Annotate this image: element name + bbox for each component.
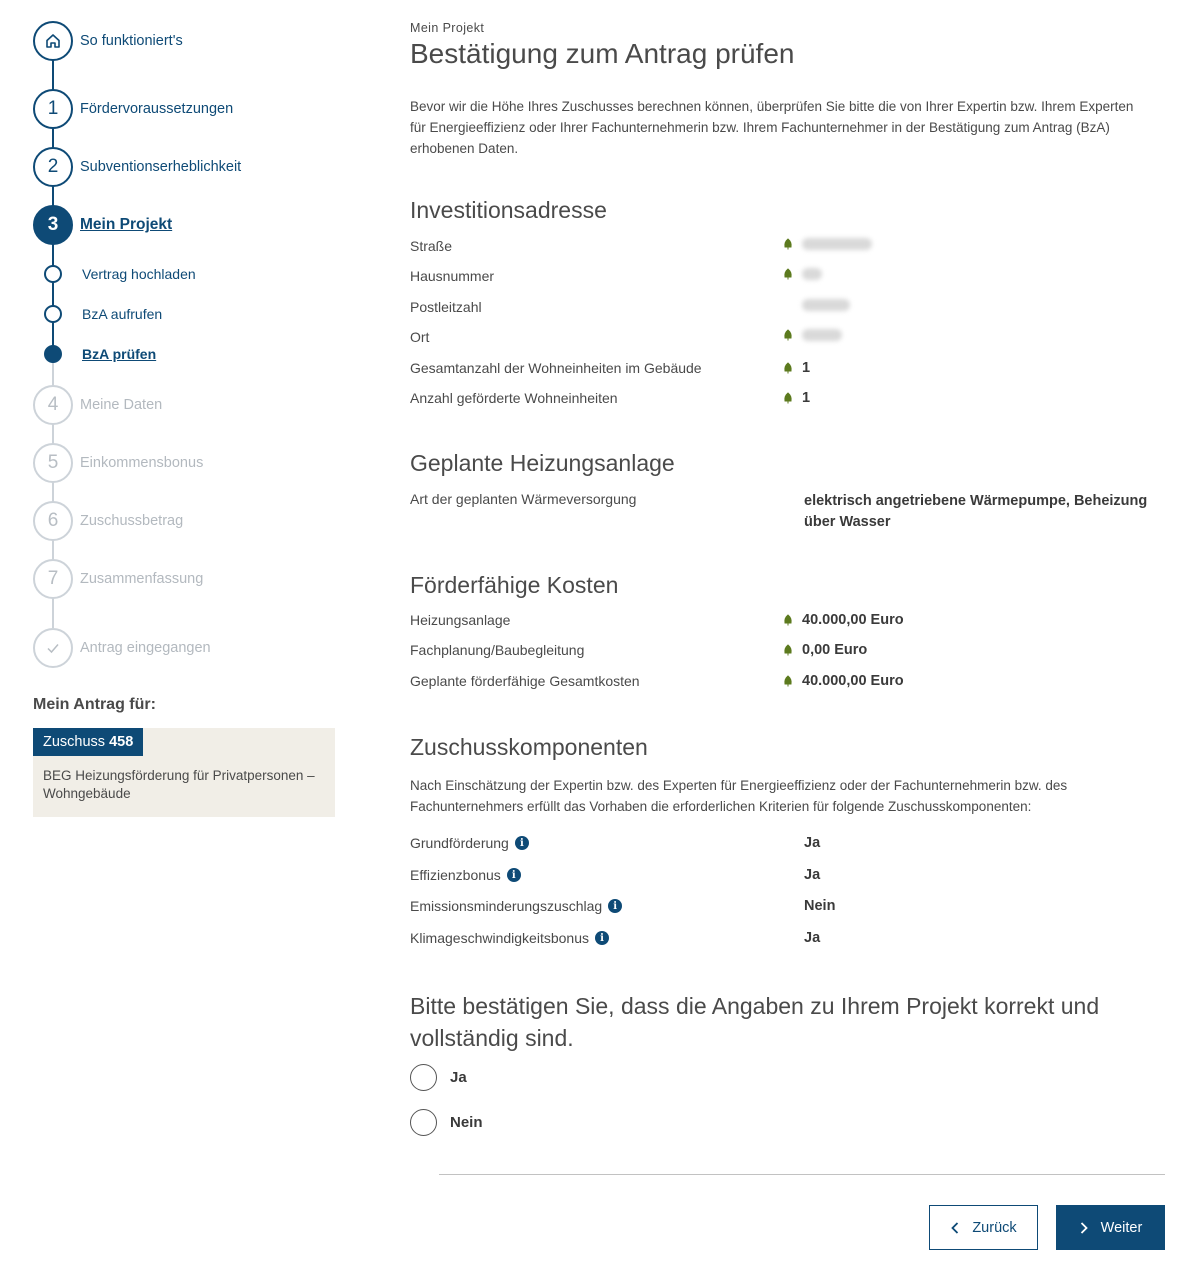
substep-dot — [44, 265, 62, 283]
substep-label: BzA aufrufen — [82, 306, 163, 322]
section-title-heating: Geplante Heizungsanlage — [410, 450, 675, 476]
address-row-units-total — [410, 360, 1170, 382]
antrag-badge-number: 458 — [109, 734, 134, 750]
info-icon[interactable]: i — [595, 931, 609, 945]
row-label — [410, 930, 609, 946]
address-row-housenumber — [410, 268, 1170, 290]
page-overline: Mein Projekt — [410, 21, 485, 35]
redacted-value — [802, 238, 872, 250]
row-label: Gesamtanzahl der Wohneinheiten im Gebäude — [410, 360, 702, 376]
next-button[interactable] — [1056, 1205, 1165, 1250]
component-row-effizienzbonus — [410, 867, 1170, 889]
confirm-question: Bitte bestätigen Sie, dass die Angaben zu Ihrem Projekt korrekt und vollständig sind. — [410, 993, 1100, 1051]
progress-line — [52, 244, 54, 354]
step-label: Subventionserheblichkeit — [80, 159, 242, 175]
radio-button[interactable] — [410, 1109, 437, 1136]
radio-option-yes[interactable] — [410, 1064, 467, 1091]
home-icon — [33, 21, 73, 61]
step-label: Mein Projekt — [80, 216, 173, 233]
heating-row — [410, 491, 1170, 535]
step-einkommensbonus — [33, 443, 203, 483]
row-label: Hausnummer — [410, 268, 495, 284]
divider — [439, 1174, 1165, 1175]
substep-label: Vertrag hochladen — [82, 266, 196, 282]
components-intro: Nach Einschätzung der Expertin bzw. des Experten für Energieeffizienz oder der Fachunternehmerin bzw. des Fachunternehmers erfüllt das Vorhaben die erforderlichen Kriterien für folgende Zuschusskomponenten: — [410, 778, 1068, 814]
row-label: Straße — [410, 238, 453, 254]
address-row-street — [410, 238, 1170, 260]
substep-vertrag-hochladen[interactable] — [44, 265, 196, 283]
row-value: Nein — [804, 898, 836, 914]
leaf-icon — [782, 329, 794, 341]
value-line: elektrisch angetriebene Wärmepumpe, Beheizung — [804, 493, 1148, 509]
chevron-left-icon — [950, 1221, 960, 1235]
row-value — [782, 673, 904, 689]
value-line: über Wasser — [804, 514, 891, 530]
redacted-value — [802, 329, 842, 341]
step-meine-daten — [33, 385, 162, 425]
antrag-badge — [33, 728, 143, 756]
progress-line — [52, 540, 54, 560]
info-icon[interactable]: i — [515, 836, 529, 850]
step-number: 1 — [33, 89, 73, 129]
leaf-icon — [782, 614, 794, 626]
label-text: Emissionsminderungszuschlag — [410, 898, 603, 914]
step-number: 2 — [33, 147, 73, 187]
value-text: 1 — [802, 390, 811, 406]
row-label — [410, 835, 529, 851]
row-label: Art der geplanten Wärmeversorgung — [410, 491, 637, 507]
step-foerdervoraussetzungen[interactable] — [33, 89, 233, 129]
label-text: Grundförderung — [410, 835, 509, 851]
address-row-city — [410, 329, 1170, 351]
row-value — [802, 299, 850, 311]
cost-row-planning — [410, 642, 1170, 664]
value-text: 40.000,00 Euro — [802, 673, 904, 689]
step-label: Meine Daten — [80, 397, 163, 413]
step-label: Zusammenfassung — [80, 571, 204, 587]
row-label: Geplante förderfähige Gesamtkosten — [410, 673, 640, 689]
step-mein-projekt[interactable] — [33, 205, 172, 245]
info-icon[interactable]: i — [507, 868, 521, 882]
row-value — [804, 491, 1147, 533]
substep-bza-pruefen[interactable] — [44, 345, 156, 363]
address-row-postcode — [410, 299, 1170, 321]
step-so-funktionierts[interactable] — [33, 21, 183, 61]
step-antrag-eingegangen — [33, 628, 211, 668]
address-row-units-funded — [410, 390, 1170, 412]
section-title-costs: Förderfähige Kosten — [410, 572, 619, 598]
back-button-label: Zurück — [972, 1219, 1017, 1236]
row-label: Anzahl geförderte Wohneinheiten — [410, 390, 618, 406]
row-label: Heizungsanlage — [410, 612, 511, 628]
check-icon — [33, 628, 73, 668]
substep-dot — [44, 305, 62, 323]
row-label — [410, 898, 622, 914]
value-text: 0,00 Euro — [802, 642, 868, 658]
progress-line — [52, 128, 54, 148]
radio-label: Ja — [450, 1069, 467, 1086]
next-button-label: Weiter — [1100, 1219, 1143, 1236]
step-label: Antrag eingegangen — [80, 640, 211, 656]
step-number: 6 — [33, 501, 73, 541]
step-label: Einkommensbonus — [80, 455, 204, 471]
chevron-right-icon — [1079, 1221, 1089, 1235]
value-text: 40.000,00 Euro — [802, 612, 904, 628]
radio-option-no[interactable] — [410, 1109, 483, 1136]
row-value — [782, 642, 867, 658]
back-button[interactable] — [929, 1205, 1038, 1250]
component-row-emission — [410, 898, 1170, 920]
info-icon[interactable]: i — [608, 899, 622, 913]
row-value: Ja — [804, 867, 821, 883]
leaf-icon — [782, 268, 794, 280]
row-value — [782, 390, 810, 406]
antrag-title: Mein Antrag für: — [33, 696, 156, 713]
progress-line — [52, 186, 54, 206]
section-title-address: Investitionsadresse — [410, 197, 607, 223]
step-number: 3 — [33, 205, 73, 245]
row-label — [410, 867, 521, 883]
row-label: Fachplanung/Baubegleitung — [410, 642, 585, 658]
substep-label: BzA prüfen — [82, 346, 157, 362]
row-value: Ja — [804, 930, 821, 946]
leaf-icon — [782, 644, 794, 656]
progress-sidebar — [0, 0, 360, 1280]
redacted-value — [802, 268, 822, 280]
component-row-klima — [410, 930, 1170, 952]
progress-line — [52, 482, 54, 502]
row-value — [782, 329, 842, 341]
step-number: 7 — [33, 559, 73, 599]
leaf-icon — [782, 238, 794, 250]
row-value — [782, 268, 822, 280]
antrag-description: BEG Heizungsförderung für Privatpersonen – Wohngebäude — [43, 768, 315, 801]
step-subventionserheblichkeit[interactable] — [33, 147, 241, 187]
leaf-icon — [782, 675, 794, 687]
progress-line — [52, 598, 54, 628]
row-label: Ort — [410, 329, 430, 345]
step-zusammenfassung — [33, 559, 203, 599]
row-label: Postleitzahl — [410, 299, 482, 315]
step-label: Zuschussbetrag — [80, 513, 184, 529]
label-text: Effizienzbonus — [410, 867, 501, 883]
step-zuschussbetrag — [33, 501, 183, 541]
cost-row-heating — [410, 612, 1170, 634]
step-number: 4 — [33, 385, 73, 425]
substep-dot — [44, 345, 62, 363]
radio-button[interactable] — [410, 1064, 437, 1091]
radio-label: Nein — [450, 1114, 483, 1131]
progress-line — [52, 424, 54, 444]
leaf-icon — [782, 362, 794, 374]
leaf-icon — [782, 392, 794, 404]
antrag-badge-prefix: Zuschuss — [43, 734, 106, 750]
row-value: Ja — [804, 835, 821, 851]
component-row-grundfoerderung — [410, 835, 1170, 857]
label-text: Klimageschwindigkeitsbonus — [410, 930, 589, 946]
row-value — [782, 612, 904, 628]
progress-line — [52, 60, 54, 90]
step-number: 5 — [33, 443, 73, 483]
cost-row-total — [410, 673, 1170, 695]
value-text: 1 — [802, 360, 811, 376]
antrag-panel — [33, 728, 335, 817]
section-title-components: Zuschusskomponenten — [410, 734, 648, 760]
row-value — [782, 360, 810, 376]
step-label: Fördervoraussetzungen — [80, 101, 234, 117]
substep-bza-aufrufen[interactable] — [44, 305, 162, 323]
page-title: Bestätigung zum Antrag prüfen — [410, 38, 795, 69]
step-label: So funktioniert's — [80, 33, 183, 49]
redacted-value — [802, 299, 850, 311]
intro-text: Bevor wir die Höhe Ihres Zuschusses berechnen können, überprüfen Sie bitte die von Ihrer Expertin bzw. Ihrem Experten für Energieeffizienz oder Ihrer Fachunternehmerin bzw. Ihrem Fachunternehmer in der Bestätigung zum Antrag (BzA) erhobenen Daten. — [410, 99, 1134, 156]
row-value — [782, 238, 872, 250]
